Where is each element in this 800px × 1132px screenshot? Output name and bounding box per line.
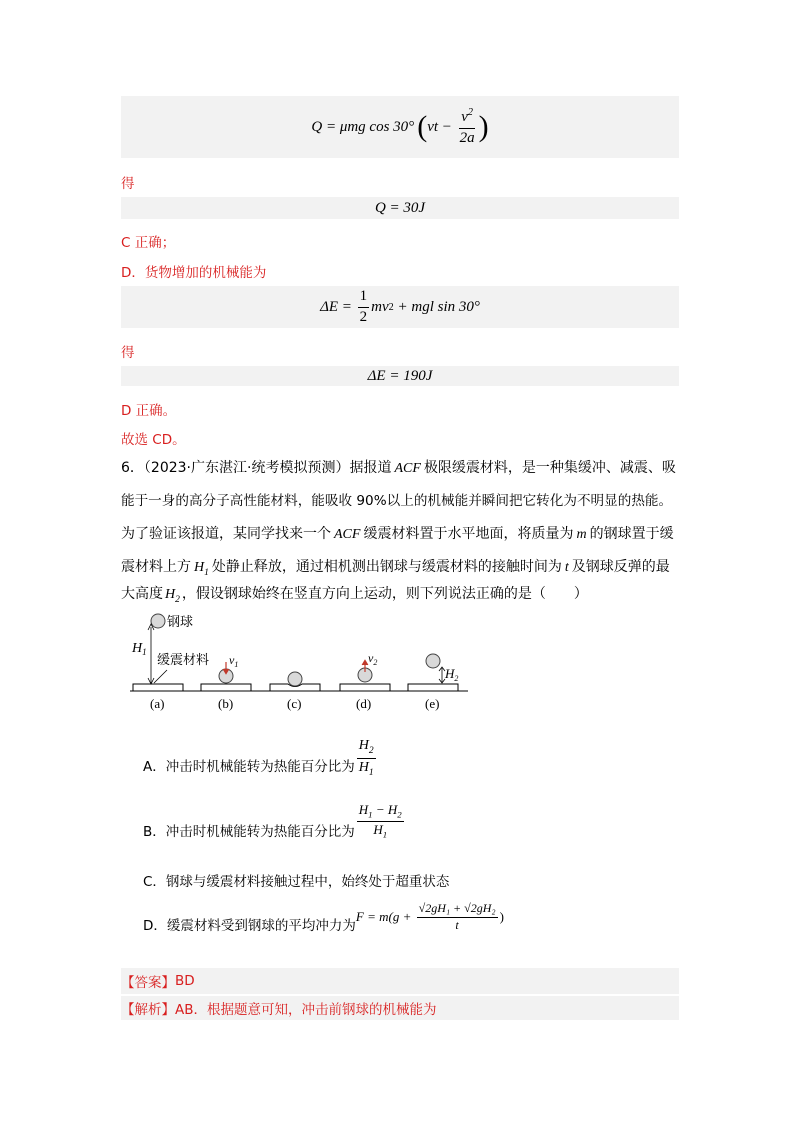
material-pad-a — [133, 684, 183, 691]
d-den: t — [455, 917, 459, 932]
equation-box-de — [121, 366, 679, 386]
eq3-fraction — [358, 288, 370, 326]
material-pointer — [154, 670, 167, 683]
eq3-den: 2 — [359, 308, 368, 325]
a-num: H — [358, 738, 369, 753]
text-d-label: D．货物增加的机械能为 — [121, 265, 267, 281]
option-c[interactable] — [143, 870, 449, 890]
v2-label: $v_2$ — [368, 651, 378, 667]
question-number: 6． — [121, 460, 144, 476]
answer-box — [121, 968, 679, 994]
eq1-fraction — [458, 107, 477, 147]
question-line-5 — [121, 578, 588, 617]
option-c-text: C．钢球与缓震材料接触过程中，始终处于超重状态 — [143, 874, 450, 890]
caption-c: (c) — [287, 696, 302, 711]
eq1-num: v — [461, 109, 468, 126]
b-minus: − — [372, 801, 388, 817]
d-num: √2gH₁ + √2gH₂ — [417, 902, 498, 918]
eq3-rest2: + mgl sin 30° — [393, 298, 480, 315]
ball-e — [426, 654, 440, 668]
b-num-b-sub: 2 — [397, 809, 402, 820]
eq3-rest1: mv — [371, 298, 389, 315]
eq1-paren-v: vt − — [427, 118, 456, 135]
text-choose: 故选 CD。 — [121, 432, 186, 448]
eq1-mid: = μmg cos 30° — [322, 118, 415, 135]
h2-label: $H_2$ — [445, 666, 459, 683]
question-text: 及钢球反弹的最 — [571, 559, 670, 575]
text-de-1: 得 — [121, 176, 135, 192]
eq2: Q = 30J — [374, 199, 426, 216]
eq1-lhs: Q — [311, 118, 323, 135]
question-text: 缓震材料置于水平地面，将质量为 — [363, 526, 574, 542]
eq3-num: 1 — [358, 288, 370, 307]
question-m: m — [576, 527, 587, 542]
material-pad-e — [408, 684, 458, 691]
v1-label: $v_1$ — [229, 653, 239, 669]
option-a-text: A．冲击时机械能转为热能百分比为 — [143, 759, 355, 776]
caption-d: (d) — [356, 696, 372, 711]
eq1-den: 2a — [459, 129, 475, 146]
option-b[interactable] — [143, 802, 406, 840]
eq4: ΔE = 190J — [367, 367, 433, 384]
question-text: 能于一身的高分子高性能材料，能吸收 90%以上的机械能并瞬间把它转化为不明显的热能。 — [121, 493, 673, 509]
answer-label: 【答案】 — [121, 975, 175, 991]
caption-e: (e) — [425, 696, 440, 711]
a-den: H — [358, 759, 369, 775]
ball-label: 钢球 — [167, 615, 194, 630]
text-d-correct: D 正确。 — [121, 403, 177, 419]
ball-a — [151, 614, 165, 628]
option-a[interactable] — [143, 738, 378, 778]
a-den-sub: 1 — [368, 767, 374, 778]
h2-sub: 2 — [175, 594, 180, 605]
b-den: H — [373, 821, 383, 837]
caption-a: (a) — [150, 696, 165, 711]
material-label: 缓震材料 — [157, 653, 210, 668]
question-acf: ACF — [394, 461, 421, 476]
question-text: 的钢球置于缓 — [589, 526, 674, 542]
option-a-fraction — [357, 738, 376, 778]
equation-box-heat — [121, 96, 679, 158]
text-de-2: 得 — [121, 345, 135, 361]
h1-sub: 1 — [204, 567, 209, 578]
experiment-figure — [125, 612, 475, 712]
h1-symbol: H — [194, 560, 205, 575]
h1-label: $H_1$ — [132, 641, 147, 657]
question-source: （2023·广东湛江·统考模拟预测） — [143, 460, 350, 476]
caption-b: (b) — [218, 696, 234, 711]
eq3-sup: 2 — [388, 301, 394, 313]
b-den-sub: 1 — [382, 829, 388, 840]
question-line-3 — [121, 518, 674, 551]
option-d-text: D．缓震材料受到钢球的平均冲力为 — [143, 918, 356, 934]
b-num-a-sub: 1 — [368, 809, 373, 820]
question-text: 处静止释放，通过相机测出钢球与缓震材料的接触时间为 — [211, 559, 562, 575]
h2-symbol: H — [165, 587, 176, 602]
question-text: ，假设钢球始终在竖直方向上运动，则下列说法正确的是（ ） — [181, 586, 588, 602]
eq1-right-paren: ) — [478, 110, 489, 143]
b-num-a: H — [358, 801, 369, 817]
question-t: t — [564, 560, 569, 575]
eq3-lhs: ΔE = — [320, 298, 356, 315]
eq1-left-paren: ( — [417, 110, 428, 143]
question-text: 为了验证该报道，某同学找来一个 — [121, 526, 331, 542]
equation-box-q — [121, 197, 679, 219]
analysis-text: AB．根据题意可知，冲击前钢球的机械能为 — [175, 1002, 437, 1018]
b-num-b: H — [387, 801, 398, 817]
question-h1 — [194, 560, 209, 578]
option-b-fraction — [357, 803, 404, 840]
d-close: ) — [499, 909, 504, 924]
equation-box-energy — [121, 286, 679, 328]
question-text: 震材料上方 — [121, 559, 191, 575]
question-text: 大高度 — [121, 586, 163, 602]
question-line-1 — [121, 452, 676, 485]
question-text: 据报道 — [349, 460, 392, 476]
question-acf: ACF — [334, 527, 361, 542]
option-d[interactable] — [143, 900, 504, 934]
question-h2 — [165, 587, 180, 605]
eq1-num-sup: 2 — [467, 107, 474, 119]
a-num-sub: 2 — [368, 745, 374, 756]
d-f: F = m(g + — [355, 909, 415, 924]
option-d-fraction — [417, 902, 498, 933]
ball-c — [288, 672, 302, 686]
answer-value: BD — [175, 973, 195, 989]
material-pad-b — [201, 684, 251, 691]
question-text: 极限缓震材料，是一种集缓冲、减震、吸 — [423, 460, 676, 476]
analysis-box — [121, 996, 679, 1020]
analysis-label: 【解析】 — [121, 1002, 175, 1018]
option-b-text: B．冲击时机械能转为热能百分比为 — [143, 824, 355, 840]
text-c-correct: C 正确； — [121, 235, 176, 251]
question-line-2 — [121, 485, 672, 518]
material-pad-d — [340, 684, 390, 691]
